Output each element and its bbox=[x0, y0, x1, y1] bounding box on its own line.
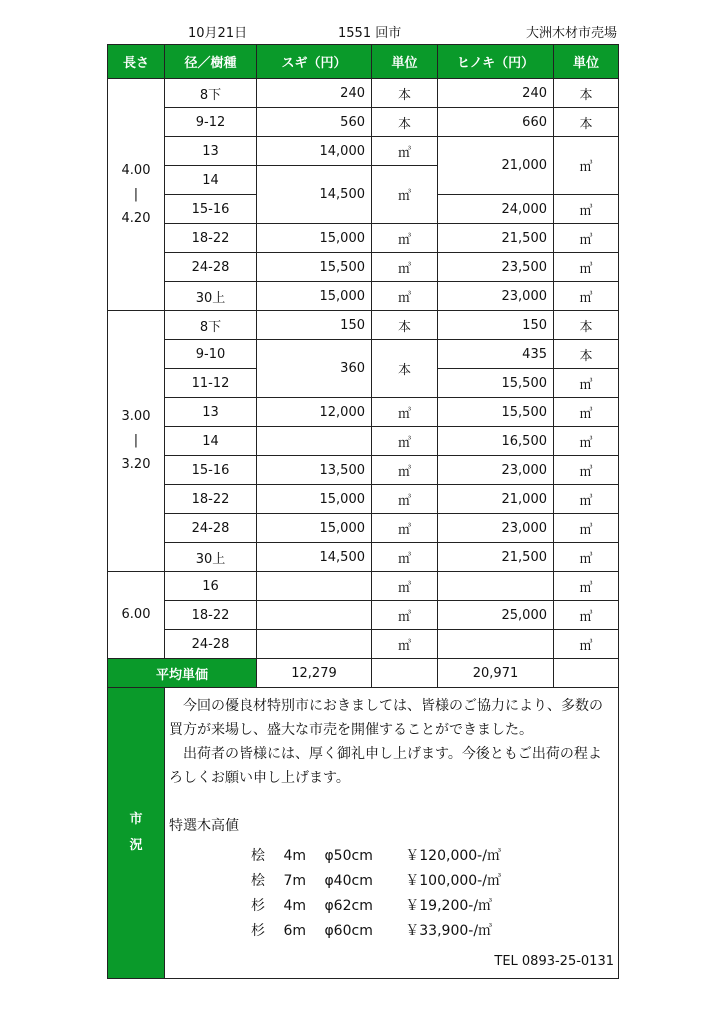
average-hinoki: 20,971 bbox=[438, 659, 554, 688]
unit-cell: ㎥ bbox=[554, 398, 619, 427]
col-unit: 単位 bbox=[372, 45, 438, 79]
sugi-price: 14,000 bbox=[257, 137, 372, 166]
unit-cell bbox=[372, 659, 438, 688]
unit-cell: ㎥ bbox=[554, 630, 619, 659]
unit-cell: ㎥ bbox=[372, 572, 438, 601]
length-cell: 6.00 bbox=[108, 572, 165, 659]
unit-cell bbox=[554, 659, 619, 688]
unit-cell: ㎥ bbox=[554, 427, 619, 456]
unit-cell: ㎥ bbox=[372, 514, 438, 543]
sugi-price: 360 bbox=[257, 340, 372, 398]
table-row bbox=[108, 601, 619, 630]
market-label: 市 況 bbox=[108, 688, 165, 979]
notes-paragraph-2: 出荷者の皆様には、厚く御礼申し上げます。今後ともご出荷の程よろしくお願い申し上げます。 bbox=[169, 746, 602, 786]
unit-cell: ㎥ bbox=[372, 166, 438, 224]
telephone: TEL 0893-25-0131 bbox=[494, 954, 614, 969]
sugi-price: 15,000 bbox=[257, 282, 372, 311]
table-row bbox=[108, 572, 619, 601]
hinoki-price bbox=[438, 572, 554, 601]
size-cell: 11-12 bbox=[165, 369, 257, 398]
sugi-price: 13,500 bbox=[257, 456, 372, 485]
unit-cell: ㎥ bbox=[372, 398, 438, 427]
sugi-price: 14,500 bbox=[257, 543, 372, 572]
market-row bbox=[108, 688, 619, 979]
table-row bbox=[108, 79, 619, 108]
sugi-price: 12,000 bbox=[257, 398, 372, 427]
col-sugi: スギ（円） bbox=[257, 45, 372, 79]
header-row bbox=[108, 45, 619, 79]
size-cell: 18-22 bbox=[165, 224, 257, 253]
size-cell: 14 bbox=[165, 427, 257, 456]
sugi-price: 14,500 bbox=[257, 166, 372, 224]
table-row bbox=[108, 514, 619, 543]
sugi-price: 150 bbox=[257, 311, 372, 340]
unit-cell: ㎥ bbox=[554, 601, 619, 630]
table-row bbox=[108, 398, 619, 427]
unit-cell: 本 bbox=[554, 311, 619, 340]
unit-cell: ㎥ bbox=[372, 224, 438, 253]
col-hinoki: ヒノキ（円） bbox=[438, 45, 554, 79]
table-row bbox=[108, 137, 619, 166]
size-cell: 13 bbox=[165, 398, 257, 427]
hinoki-price: 24,000 bbox=[438, 195, 554, 224]
unit-cell: ㎥ bbox=[372, 282, 438, 311]
hinoki-price: 15,500 bbox=[438, 398, 554, 427]
hinoki-price: 21,500 bbox=[438, 543, 554, 572]
table-row bbox=[108, 340, 619, 369]
unit-cell: 本 bbox=[554, 108, 619, 137]
unit-cell: ㎥ bbox=[554, 369, 619, 398]
market-name: 大洲木材市売場 bbox=[525, 26, 617, 41]
size-cell: 15-16 bbox=[165, 195, 257, 224]
unit-cell: 本 bbox=[554, 340, 619, 369]
table-row bbox=[108, 108, 619, 137]
unit-cell: 本 bbox=[372, 311, 438, 340]
hinoki-price: 435 bbox=[438, 340, 554, 369]
unit-cell: ㎥ bbox=[372, 427, 438, 456]
unit-cell: ㎥ bbox=[554, 137, 619, 195]
hinoki-price: 21,000 bbox=[438, 137, 554, 195]
sugi-price: 560 bbox=[257, 108, 372, 137]
unit-cell: 本 bbox=[372, 340, 438, 398]
notes-paragraph-1: 今回の優良材特別市におきましては、皆様のご協力により、多数の買方が来場し、盛大な市売を開催することができました。 bbox=[169, 698, 603, 738]
length-cell: 4.00 | 4.20 bbox=[108, 79, 165, 311]
size-cell: 8下 bbox=[165, 311, 257, 340]
length-cell: 3.00 | 3.20 bbox=[108, 311, 165, 572]
col-length: 長さ bbox=[108, 45, 165, 79]
unit-cell: ㎥ bbox=[554, 282, 619, 311]
unit-cell: ㎥ bbox=[554, 485, 619, 514]
list-item: 杉 6m φ60cm ￥33,900-/㎥ bbox=[251, 923, 493, 939]
average-sugi: 12,279 bbox=[257, 659, 372, 688]
sugi-price bbox=[257, 630, 372, 659]
size-cell: 15-16 bbox=[165, 456, 257, 485]
unit-cell: 本 bbox=[372, 108, 438, 137]
size-cell: 13 bbox=[165, 137, 257, 166]
sugi-price: 15,000 bbox=[257, 514, 372, 543]
unit-cell: ㎥ bbox=[554, 456, 619, 485]
market-notes bbox=[165, 688, 619, 979]
table-row bbox=[108, 282, 619, 311]
price-table bbox=[107, 44, 619, 979]
size-cell: 8下 bbox=[165, 79, 257, 108]
col-unit: 単位 bbox=[554, 45, 619, 79]
hinoki-price: 16,500 bbox=[438, 427, 554, 456]
list-item: 桧 4m φ50cm ￥120,000-/㎥ bbox=[251, 848, 501, 864]
average-label: 平均単価 bbox=[108, 659, 257, 688]
unit-cell: 本 bbox=[372, 79, 438, 108]
size-cell: 24-28 bbox=[165, 253, 257, 282]
unit-cell: ㎥ bbox=[554, 195, 619, 224]
sugi-price: 15,000 bbox=[257, 224, 372, 253]
hinoki-price: 23,000 bbox=[438, 282, 554, 311]
sugi-price bbox=[257, 572, 372, 601]
table-row bbox=[108, 311, 619, 340]
sugi-price: 15,500 bbox=[257, 253, 372, 282]
hinoki-price: 25,000 bbox=[438, 601, 554, 630]
unit-cell: ㎥ bbox=[554, 543, 619, 572]
unit-cell: ㎥ bbox=[372, 630, 438, 659]
size-cell: 18-22 bbox=[165, 485, 257, 514]
unit-cell: ㎥ bbox=[372, 253, 438, 282]
unit-cell: ㎥ bbox=[372, 456, 438, 485]
col-size: 径／樹種 bbox=[165, 45, 257, 79]
unit-cell: ㎥ bbox=[554, 572, 619, 601]
table-row bbox=[108, 253, 619, 282]
unit-cell: ㎥ bbox=[554, 514, 619, 543]
sugi-price: 15,000 bbox=[257, 485, 372, 514]
hinoki-price: 23,000 bbox=[438, 456, 554, 485]
hinoki-price: 240 bbox=[438, 79, 554, 108]
hinoki-price: 23,000 bbox=[438, 514, 554, 543]
sugi-price bbox=[257, 427, 372, 456]
size-cell: 24-28 bbox=[165, 514, 257, 543]
table-row bbox=[108, 427, 619, 456]
size-cell: 30上 bbox=[165, 282, 257, 311]
hinoki-price: 660 bbox=[438, 108, 554, 137]
unit-cell: ㎥ bbox=[372, 137, 438, 166]
unit-cell: 本 bbox=[554, 79, 619, 108]
list-item: 杉 4m φ62cm ￥19,200-/㎥ bbox=[251, 898, 493, 914]
high-price-title: 特選木高値 bbox=[169, 818, 239, 834]
date: 10月21日 bbox=[188, 26, 248, 41]
size-cell: 18-22 bbox=[165, 601, 257, 630]
average-row bbox=[108, 659, 619, 688]
unit-cell: ㎥ bbox=[554, 253, 619, 282]
size-cell: 30上 bbox=[165, 543, 257, 572]
size-cell: 9-12 bbox=[165, 108, 257, 137]
hinoki-price bbox=[438, 630, 554, 659]
hinoki-price: 21,000 bbox=[438, 485, 554, 514]
list-item: 桧 7m φ40cm ￥100,000-/㎥ bbox=[251, 873, 501, 889]
high-price-list bbox=[251, 844, 614, 944]
hinoki-price: 21,500 bbox=[438, 224, 554, 253]
size-cell: 16 bbox=[165, 572, 257, 601]
table-row bbox=[108, 456, 619, 485]
hinoki-price: 23,500 bbox=[438, 253, 554, 282]
table-row bbox=[108, 630, 619, 659]
sugi-price: 240 bbox=[257, 79, 372, 108]
sugi-price bbox=[257, 601, 372, 630]
table-row bbox=[108, 543, 619, 572]
unit-cell: ㎥ bbox=[554, 224, 619, 253]
table-row bbox=[108, 224, 619, 253]
unit-cell: ㎥ bbox=[372, 543, 438, 572]
hinoki-price: 150 bbox=[438, 311, 554, 340]
hinoki-price: 15,500 bbox=[438, 369, 554, 398]
size-cell: 9-10 bbox=[165, 340, 257, 369]
session-number: 1551 回市 bbox=[338, 26, 402, 41]
unit-cell: ㎥ bbox=[372, 601, 438, 630]
table-row bbox=[108, 485, 619, 514]
unit-cell: ㎥ bbox=[372, 485, 438, 514]
size-cell: 14 bbox=[165, 166, 257, 195]
size-cell: 24-28 bbox=[165, 630, 257, 659]
